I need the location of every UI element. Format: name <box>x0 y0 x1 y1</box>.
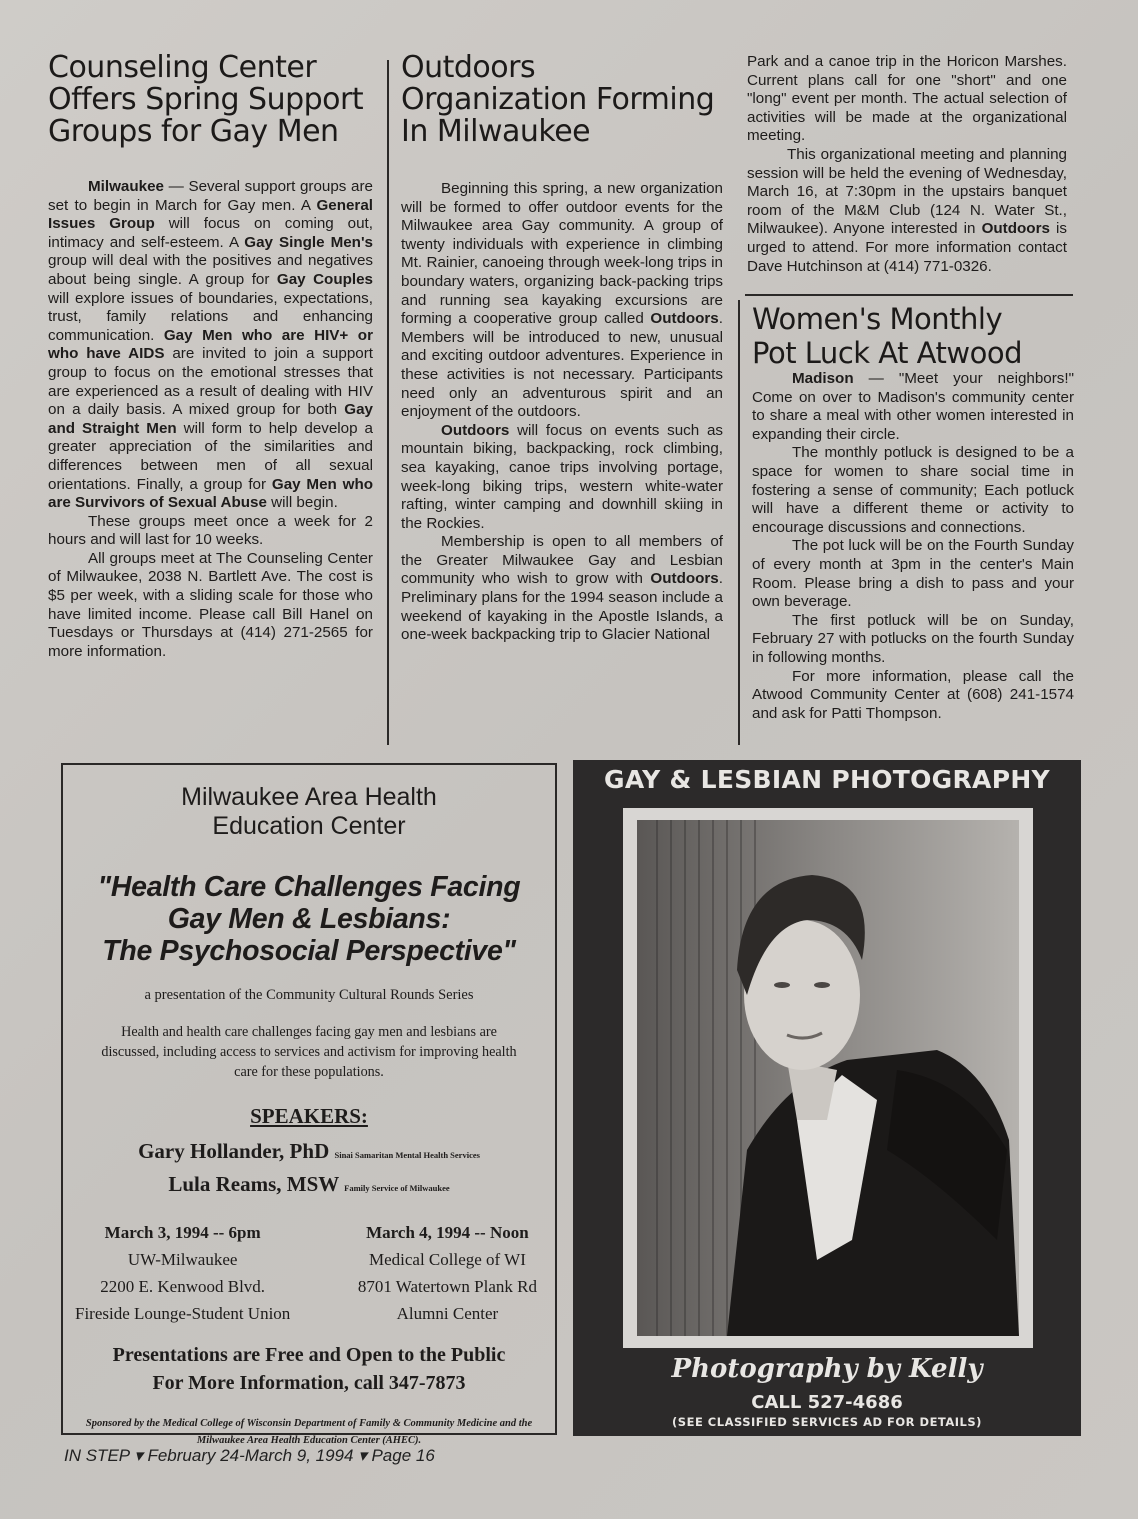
text-run: — "Meet your neighbors!" Come on over to Madison's community center to share a meal with other women interested in expanding their circle. <box>752 370 1074 443</box>
event-date: March 4, 1994 -- Noon <box>366 1223 529 1242</box>
article-paragraph: All groups meet at The Counseling Center of Milwaukee, 2038 N. Bartlett Ave. The cost is $5 per week, with a sliding scale for those who have limited income. Please call Bill Hanel on Tuesdays or Thursdays at (414) 271-2565 for more information. <box>48 549 373 660</box>
article-womens-potluck <box>752 302 1074 723</box>
photo-ad-phone: CALL 527-4686 <box>751 1392 903 1413</box>
section-divider <box>745 294 1073 296</box>
text-run: Beginning this spring, a new organization will be formed to offer outdoor events for the Milwaukee area Gay community. A group of twenty individuals with experience in climbing Mt. Rainier, canoeing through week-long trips in boundary waters, organizing back-packing trips and running sea kayaking excursions are forming a cooperative group called <box>401 180 723 328</box>
article-outdoors-continued <box>747 53 1067 276</box>
headline-line: Organization Forming <box>401 82 715 117</box>
article-paragraph <box>401 180 723 422</box>
photo-ad-details: (SEE CLASSIFIED SERVICES AD FOR DETAILS) <box>672 1415 982 1429</box>
text-run: are invited to join a support group to focus on the emotional stresses that are experienced as a result of dealing with HIV on a daily basis. A mixed group for both <box>48 345 373 419</box>
column-divider <box>738 300 740 745</box>
bold-run: Gay Men who are Survivors of Sexual Abuse <box>48 475 374 512</box>
article-paragraph <box>48 178 373 513</box>
ad-sponsor: Sponsored by the Medical College of Wisconsin Department of Family & Community Medicine and the Milwaukee Area Health Education Center (AHEC). <box>85 1418 533 1446</box>
article-paragraph: The first potluck will be on Sunday, February 27 with potlucks on the fourth Sunday in following months. <box>752 611 1074 666</box>
bold-run: Gay Couples <box>276 270 373 288</box>
text-run: will focus on events such as mountain biking, backpacking, rock climbing, sea kayaking, canoe trips involving portage, week-long biking trips, western white-water rafting, winter camping and downhill skiing in the Rockies. <box>401 421 723 532</box>
article-paragraph: Park and a canoe trip in the Horicon Marshes. Current plans call for one "short" and one "long" event per month. The actual selection of activities will be made at the organizational meeting. <box>747 53 1067 145</box>
headline-line: Counseling Center <box>48 50 317 85</box>
bold-run: Gay Single Men's <box>244 233 373 251</box>
bold-run: Outdoors <box>650 310 719 328</box>
text-run: will explore issues of boundaries, expectations, trust, family relations and enhancing communication. <box>48 289 373 344</box>
article-headline <box>48 52 373 148</box>
ad-free-notice <box>63 1341 555 1397</box>
text-run: Membership is open to all members of the Greater Milwaukee Gay and Lesbian community who wish to grow with <box>401 533 723 588</box>
page-footer: IN STEP ▾ February 24-March 9, 1994 ▾ Page 16 <box>64 1446 435 1465</box>
ad-organization <box>63 783 555 841</box>
speakers-heading: SPEAKERS: <box>250 1104 368 1128</box>
health-center-advertisement <box>61 763 557 1446</box>
article-paragraph <box>747 146 1067 276</box>
speaker-name: Lula Reams, MSW <box>168 1172 339 1196</box>
text-run: will begin. <box>266 494 338 512</box>
portrait-image <box>637 820 1019 1336</box>
column-divider <box>387 60 389 745</box>
text-run: . Members will be introduced to new, unusual and exciting outdoor adventures. Experience in these activities is not necessary. Participants need only an adventurous spirit and an enjoyment of the outdoors. <box>401 310 723 421</box>
event-1 <box>75 1219 290 1327</box>
text-run: . Preliminary plans for the 1994 season include a weekend of kayaking in the Apostle Islands, a one-week backpacking trip to Glacier National <box>401 570 723 644</box>
event-place: UW-Milwaukee <box>127 1250 238 1269</box>
speaker-affiliation: Sinai Samaritan Mental Health Services <box>334 1150 480 1160</box>
article-paragraph <box>752 370 1074 444</box>
text-run: group will deal with the positives and negatives about being single. A group for <box>48 252 373 288</box>
article-outdoors <box>401 52 723 645</box>
bold-run: Gay Men who are HIV+ or who have AIDS <box>48 326 373 363</box>
article-headline <box>401 52 723 148</box>
article-paragraph: The pot luck will be on the Fourth Sunday of every month at 3pm in the center's Main Room. Please bring a dish to pass and your own beverage. <box>752 537 1074 611</box>
ad-org-line: Education Center <box>212 812 406 840</box>
portrait-photo <box>637 820 1019 1336</box>
event-address: 2200 E. Kenwood Blvd. <box>100 1277 266 1296</box>
ad-title-line: Gay Men & Lesbians: <box>167 903 451 935</box>
text-run: is urged to attend. For more information contact Dave Hutchinson at (414) 771-0326. <box>747 220 1067 275</box>
ad-title-line: "Health Care Challenges Facing <box>97 871 521 903</box>
text-run: — Several support groups are set to begin in March for Gay men. A <box>48 178 373 214</box>
text-run: will focus on coming out, intimacy and self-esteem. A <box>48 215 373 251</box>
speaker-affiliation: Family Service of Milwaukee <box>344 1183 450 1193</box>
ad-title-line: The Psychosocial Perspective" <box>102 935 516 967</box>
headline-line: Pot Luck At Atwood <box>752 336 1022 370</box>
text-run: This organizational meeting and planning session will be held the evening of Wednesday, March 16, at 7:30pm in the upstairs banquet room of the M&M Club (124 N. Water St., Milwaukee). Anyone interested in <box>747 145 1067 238</box>
event-place: Medical College of WI <box>368 1250 526 1269</box>
bold-run: Outdoors <box>650 570 719 588</box>
event-room: Alumni Center <box>396 1304 499 1323</box>
speaker-name: Gary Hollander, PhD <box>138 1139 330 1163</box>
article-paragraph <box>401 533 723 645</box>
event-address: 8701 Watertown Plank Rd <box>357 1277 537 1296</box>
bold-run: Outdoors <box>981 220 1050 238</box>
article-paragraph <box>401 422 723 534</box>
ad-description: Health and health care challenges facing gay men and lesbians are discussed, including access to services and activism for improving health care for these populations. <box>101 1024 517 1080</box>
bold-run: Milwaukee <box>88 178 164 195</box>
event-room: Fireside Lounge-Student Union <box>75 1304 291 1323</box>
free-line: Presentations are Free and Open to the Public <box>112 1344 506 1366</box>
article-paragraph: These groups meet once a week for 2 hours and will last for 10 weeks. <box>48 512 373 549</box>
photographer-signature: Photography by Kelly <box>671 1354 983 1384</box>
event-date: March 3, 1994 -- 6pm <box>104 1223 261 1242</box>
bold-run: General Issues Group <box>48 196 373 233</box>
text-run: will form to help develop a greater appreciation of the similarities and differences between men of all sexual orientations. Finally, a group for <box>48 419 373 493</box>
headline-line: In Milwaukee <box>401 114 591 149</box>
ad-subtitle: a presentation of the Community Cultural Rounds Series <box>144 987 474 1003</box>
photo-frame <box>623 808 1033 1348</box>
article-counseling-center <box>48 52 373 661</box>
speaker <box>63 1172 555 1197</box>
speaker <box>63 1139 555 1164</box>
article-paragraph: The monthly potluck is designed to be a space for women to share social time in fostering a sense of community; Each potluck will have a different theme or activity to encourage discussions and connections. <box>752 444 1074 536</box>
bold-run: Gay and Straight Men <box>48 401 373 437</box>
article-headline <box>752 302 1074 370</box>
bold-run: Outdoors <box>441 421 510 439</box>
info-line: For More Information, call 347-7873 <box>152 1372 466 1394</box>
bold-run: Madison <box>792 370 854 387</box>
event-2 <box>358 1219 537 1327</box>
ad-title <box>63 871 555 967</box>
headline-line: Women's Monthly <box>752 302 1003 336</box>
article-paragraph: For more information, please call the Atwood Community Center at (608) 241-1574 and ask for Patti Thompson. <box>752 667 1074 722</box>
headline-line: Groups for Gay Men <box>48 114 339 149</box>
photography-advertisement <box>573 760 1081 1436</box>
event-listings <box>75 1219 537 1327</box>
ad-org-line: Milwaukee Area Health <box>181 783 437 811</box>
photo-ad-header: GAY & LESBIAN PHOTOGRAPHY <box>604 765 1050 794</box>
headline-line: Offers Spring Support <box>48 82 364 117</box>
headline-line: Outdoors <box>401 50 536 85</box>
